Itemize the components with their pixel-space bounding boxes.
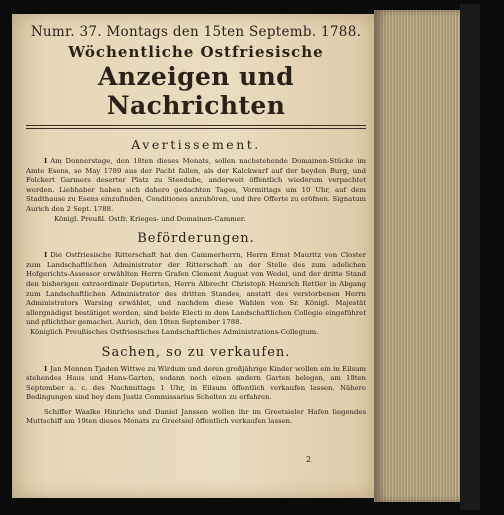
masthead-line1: Wöchentliche Ostfriesische [68,43,324,61]
page-mark: 2 [306,455,312,464]
book-cover-edge [460,4,480,510]
page-edges [374,10,464,502]
masthead-rule [26,125,366,126]
masthead-rule-thin [26,128,366,129]
paragraph-number: I [44,364,48,373]
issue-line: Numr. 37. Montags den 15ten Septemb. 1788. [30,24,362,40]
signature-cammer: Königl. Preußl. Ostfr. Krieges- und Domainen-Cammer. [54,214,246,223]
paragraph-number: I [44,157,48,165]
paragraph-number: I [44,251,48,260]
paragraph-text: Am Donnerstage, den 18ten dieses Monats, sollen nachstehende Domainen-Stücke im Amte Esens, so May 1789 aus der Pacht fallen, als der Kalckwarf auf der beyden Burg, und Folckert Garmers deserter Platz zu Steedube, anderweit öffentlich wiederum verpachtet werden. Liebhaber haben sich dahero gedachten Tages, Vormittags um 10 Uhr, auf dem Stadthause zu Esens einzufinden, Conditiones anzuhören, und ihre Offerte zu eröfnen. Signatum Aurich den 2 Sept. 1788. [26,157,366,213]
masthead-line2: Anzeigen und Nachrichten [97,62,295,120]
paragraph-advertissement [26,157,366,215]
section-heading-verkaufen: Sachen, so zu verkaufen. [101,344,291,360]
signature-collegium: Königlich Preußisches Ostfriesisches Landschaftliches Administrations-Collegium. [30,327,319,336]
paragraph-verkaufen-1 [26,365,366,403]
page-text [26,18,366,427]
paragraph-text: Jan Mennen Tjaden Wittwe zu Wirdum und deren großjährige Kinder wollen ein in Eilsum stehendes Haus und Hans-Garten, sodann noch einen andern Garten belegen, am 18ten September a. c. des Nachmittags 1 Uhr, in Eilsum öffentlich verkaufen lassen. Nähere Bedingungen sind bey dem Justiz Commissarius Schelten zu erfahren. [26,364,366,402]
paragraph-verkaufen-2: Schiffer Waalke Hinrichs und Daniel Janssen wollen ihr im Greetsieler Hafen liegendes Muttschiff am 19ten dieses Monats zu Greetsiel öffentlich verkaufen lassen. [26,407,366,426]
paragraph-befoerderungen [26,251,366,328]
section-heading-advertissement: Avertissement. [131,137,261,152]
section-heading-befoerderungen: Beförderungen. [137,231,255,247]
paragraph-text: Die Ostfriesische Ritterschaft hat den Cammerherrn, Herrn Ernst Mauritz von Closter zum Landschaftlichen Administrator der Ritterschaft an der Stelle des zum adelichen Hofgerichts-Assessor erwählten Herrn Grafen Clement August von Wedel, und der dritte Stand den bisherigen extraordinair Deputirten, Herrn Albrecht Christoph Heinrich Rettler in Abgang zum Landschaftlichen Administrator des dritten Standes, anstatt des verstorbenen Herrn Administrators Warsing erwählet, und nachdem diese Wahlen von Sr. Königl. Majestät allergnädigst bestätiget worden, sind beide Electi in dem Landschaftlichen Collegio eingeführet und pflichtbar gemachet. Aurich, den 10ten September 1788. [26,251,366,327]
